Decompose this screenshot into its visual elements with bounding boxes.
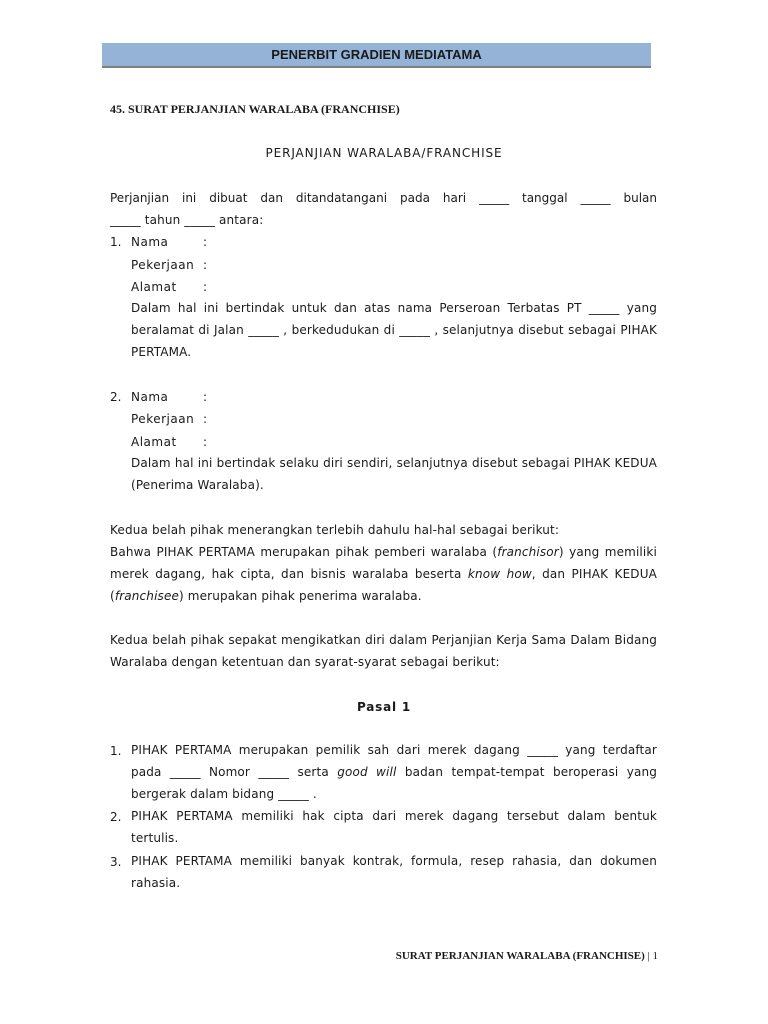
recital-text: Bahwa PIHAK PERTAMA merupakan pihak pemberi waralaba ( bbox=[110, 545, 498, 559]
agreement-paragraph: Kedua belah pihak sepakat mengikatkan diri dalam Perjanjian Kerja Sama Dalam Bidang Waralaba dengan ketentuan dan syarat-syarat sebagai berikut: bbox=[110, 633, 657, 669]
pasal-item-2-number: 2. bbox=[110, 810, 122, 824]
pasal-item-text: PIHAK PERTAMA merupakan pemilik sah dari merek dagang _____ yang terdaftar pada _____ Nomor _____ serta bbox=[131, 743, 657, 779]
party-2-name-label: Nama bbox=[131, 390, 169, 404]
party-2-occupation-label: Pekerjaan bbox=[131, 412, 195, 426]
intro-word: Perjanjian bbox=[110, 191, 170, 205]
recital-text: , dan PIHAK KEDUA ( bbox=[110, 567, 657, 603]
pasal-item-3-number: 3. bbox=[110, 855, 122, 869]
publisher-header-bar bbox=[102, 43, 651, 68]
recital-term-franchisor: franchisor bbox=[497, 545, 559, 559]
intro-word: pada bbox=[400, 191, 430, 205]
recital-text: ) merupakan pihak penerima waralaba. bbox=[179, 589, 422, 603]
recital-paragraph bbox=[110, 541, 657, 607]
intro-word: tanggal bbox=[522, 191, 568, 205]
intro-word: ini bbox=[181, 191, 197, 205]
pasal-term-good-will: good will bbox=[337, 765, 397, 779]
agreement-title: PERJANJIAN WARALABA/FRANCHISE bbox=[265, 146, 503, 160]
pasal-heading: Pasal 1 bbox=[356, 700, 412, 714]
party-1-address-colon: : bbox=[203, 280, 208, 294]
intro-word: ditandatangani bbox=[295, 191, 388, 205]
party-2-number: 2. bbox=[110, 390, 122, 404]
party-1-occupation-label: Pekerjaan bbox=[131, 258, 195, 272]
publisher-name: PENERBIT GRADIEN MEDIATAMA bbox=[271, 47, 482, 62]
intro-line-1 bbox=[110, 191, 657, 205]
pasal-item-1 bbox=[131, 739, 657, 805]
intro-line-2: _____ tahun _____ antara: bbox=[110, 213, 264, 227]
intro-word: dibuat bbox=[209, 191, 248, 205]
pasal-item-2: PIHAK PERTAMA memiliki hak cipta dari merek dagang tersebut dalam bentuk tertulis. bbox=[131, 809, 657, 845]
party-2-name-colon: : bbox=[203, 390, 208, 404]
party-1-number: 1. bbox=[110, 235, 122, 249]
party-1-description: Dalam hal ini bertindak untuk dan atas nama Perseroan Terbatas PT _____ yang beralamat di Jalan _____ , berkedudukan di _____ , selanjutnya disebut sebagai PIHAK PERTAMA. bbox=[131, 301, 657, 359]
recital-text: ) yang memiliki merek dagang, hak cipta, dan bisnis waralaba beserta bbox=[110, 545, 657, 581]
pasal-item-1-number: 1. bbox=[110, 744, 122, 758]
party-1-address-label: Alamat bbox=[131, 280, 177, 294]
intro-word: _____ bbox=[479, 191, 510, 205]
page-number: | 1 bbox=[647, 950, 658, 962]
party-1-occupation-colon: : bbox=[203, 258, 208, 272]
party-1-name-label: Nama bbox=[131, 235, 169, 249]
footer-title: SURAT PERJANJIAN WARALABA (FRANCHISE) bbox=[395, 950, 645, 962]
recital-intro: Kedua belah pihak menerangkan terlebih dahulu hal-hal sebagai berikut: bbox=[110, 523, 560, 537]
intro-word: bulan bbox=[623, 191, 657, 205]
party-2-occupation-colon: : bbox=[203, 412, 208, 426]
party-2-description: Dalam hal ini bertindak selaku diri sendiri, selanjutnya disebut sebagai PIHAK KEDUA (Penerima Waralaba). bbox=[131, 456, 657, 492]
pasal-item-text: badan tempat-tempat beroperasi yang bergerak dalam bidang _____ . bbox=[131, 765, 657, 801]
party-1-name-colon: : bbox=[203, 235, 208, 249]
intro-word: hari bbox=[442, 191, 467, 205]
recital-term-franchisee: franchisee bbox=[114, 589, 180, 603]
document-heading: 45. SURAT PERJANJIAN WARALABA (FRANCHISE) bbox=[110, 102, 400, 116]
pasal-item-3: PIHAK PERTAMA memiliki banyak kontrak, formula, resep rahasia, dan dokumen rahasia. bbox=[131, 854, 657, 890]
intro-word: _____ bbox=[580, 191, 611, 205]
party-2-address-label: Alamat bbox=[131, 435, 177, 449]
page-footer bbox=[396, 950, 658, 962]
party-2-address-colon: : bbox=[203, 435, 208, 449]
recital-term-know-how: know how bbox=[467, 567, 532, 581]
intro-word: dan bbox=[260, 191, 283, 205]
